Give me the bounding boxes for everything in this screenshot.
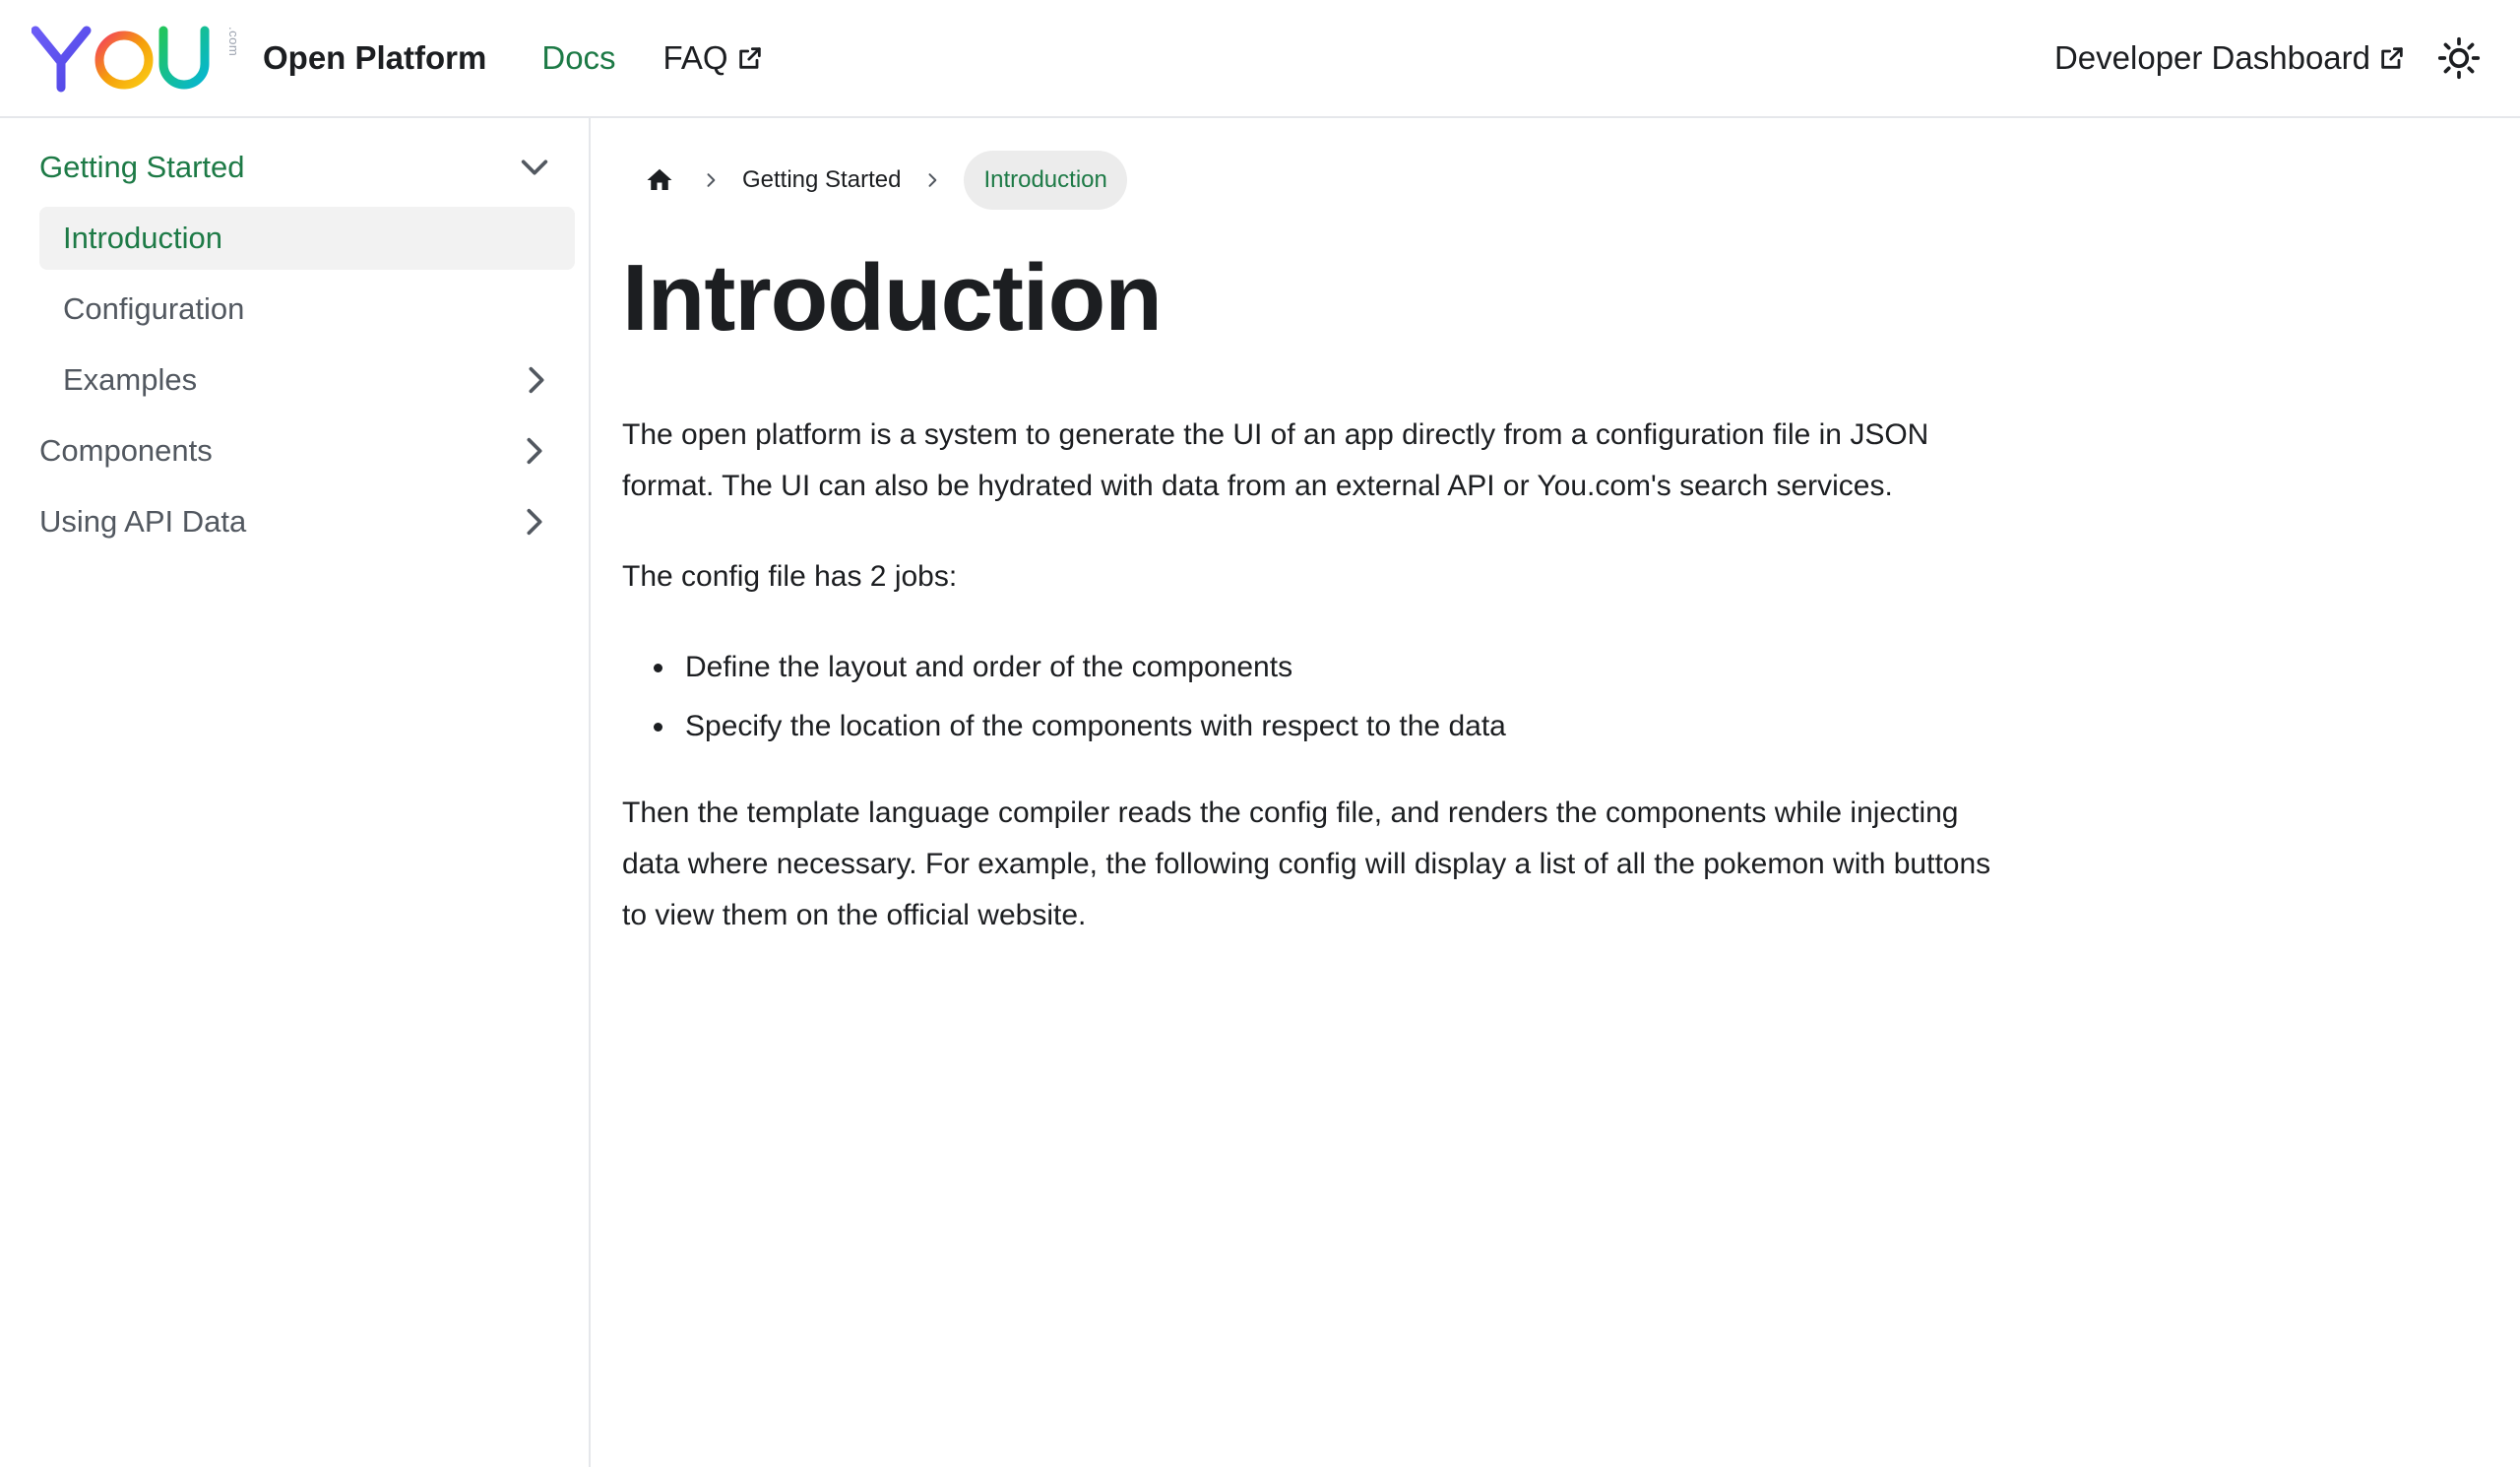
- breadcrumb-current: Introduction: [964, 151, 1126, 210]
- sidebar-item-label: Examples: [63, 362, 198, 397]
- sidebar-item-introduction[interactable]: [39, 207, 575, 270]
- home-icon: [645, 165, 674, 195]
- chevron-right-icon[interactable]: [518, 505, 551, 539]
- sidebar-item-label: Getting Started: [39, 150, 245, 184]
- external-link-icon: [2378, 44, 2406, 72]
- nav-faq-link[interactable]: [663, 39, 764, 77]
- you-logo: [32, 23, 241, 94]
- doc-content: [622, 118, 2020, 941]
- chevron-right-icon: [922, 170, 942, 190]
- sidebar-category-components[interactable]: [39, 419, 573, 482]
- sidebar-item-configuration[interactable]: [39, 278, 575, 341]
- intro-paragraph: The open platform is a system to generate the UI of an app directly from a configuration file in JSON format. The UI can also be hydrated with data from an external API or You.com's search services.: [622, 417, 1929, 502]
- sidebar-item-label: Components: [39, 433, 213, 468]
- theme-toggle-button[interactable]: [2429, 29, 2488, 88]
- breadcrumb: [622, 150, 2020, 211]
- docs-sidebar: [0, 118, 591, 1467]
- sidebar-category-using-api-data[interactable]: [39, 490, 573, 553]
- sidebar-item-label: Using API Data: [39, 504, 247, 539]
- developer-dashboard-label: Developer Dashboard: [2053, 39, 2370, 76]
- chevron-right-icon: [701, 170, 721, 190]
- list-item: Define the layout and order of the components: [654, 642, 2020, 693]
- sidebar-item-examples[interactable]: [39, 349, 575, 412]
- compiler-paragraph: Then the template language compiler reads the config file, and renders the components while injecting data where necessary. For example, the following config will display a list of all the pokemon with buttons to view them on the official website.: [622, 796, 1991, 931]
- breadcrumb-home-link[interactable]: [640, 160, 679, 200]
- sidebar-item-label: Introduction: [63, 221, 222, 255]
- chevron-down-icon[interactable]: [518, 151, 551, 184]
- brand-title: Open Platform: [263, 39, 487, 76]
- list-item: Specify the location of the components with respect to the data: [654, 701, 2020, 752]
- jobs-list: [622, 642, 2020, 752]
- sidebar-category-getting-started[interactable]: [39, 136, 573, 199]
- jobs-paragraph: The config file has 2 jobs:: [622, 559, 958, 593]
- nav-right-group: [2054, 29, 2488, 88]
- nav-faq-label: FAQ: [662, 39, 728, 76]
- sun-icon: [2437, 36, 2481, 80]
- sidebar-item-label: Configuration: [63, 291, 245, 326]
- external-link-icon: [736, 44, 764, 72]
- breadcrumb-getting-started[interactable]: Getting Started: [742, 166, 902, 193]
- nav-docs-link[interactable]: Docs: [541, 39, 616, 76]
- chevron-right-icon[interactable]: [520, 363, 553, 397]
- you-logo-mark: [32, 23, 224, 94]
- top-navbar: [0, 0, 2520, 118]
- brand-home-link[interactable]: [32, 23, 486, 94]
- page-title: Introduction: [622, 245, 1162, 351]
- chevron-right-icon[interactable]: [518, 434, 551, 468]
- developer-dashboard-link[interactable]: [2054, 39, 2406, 77]
- logo-suffix: .com: [226, 27, 241, 57]
